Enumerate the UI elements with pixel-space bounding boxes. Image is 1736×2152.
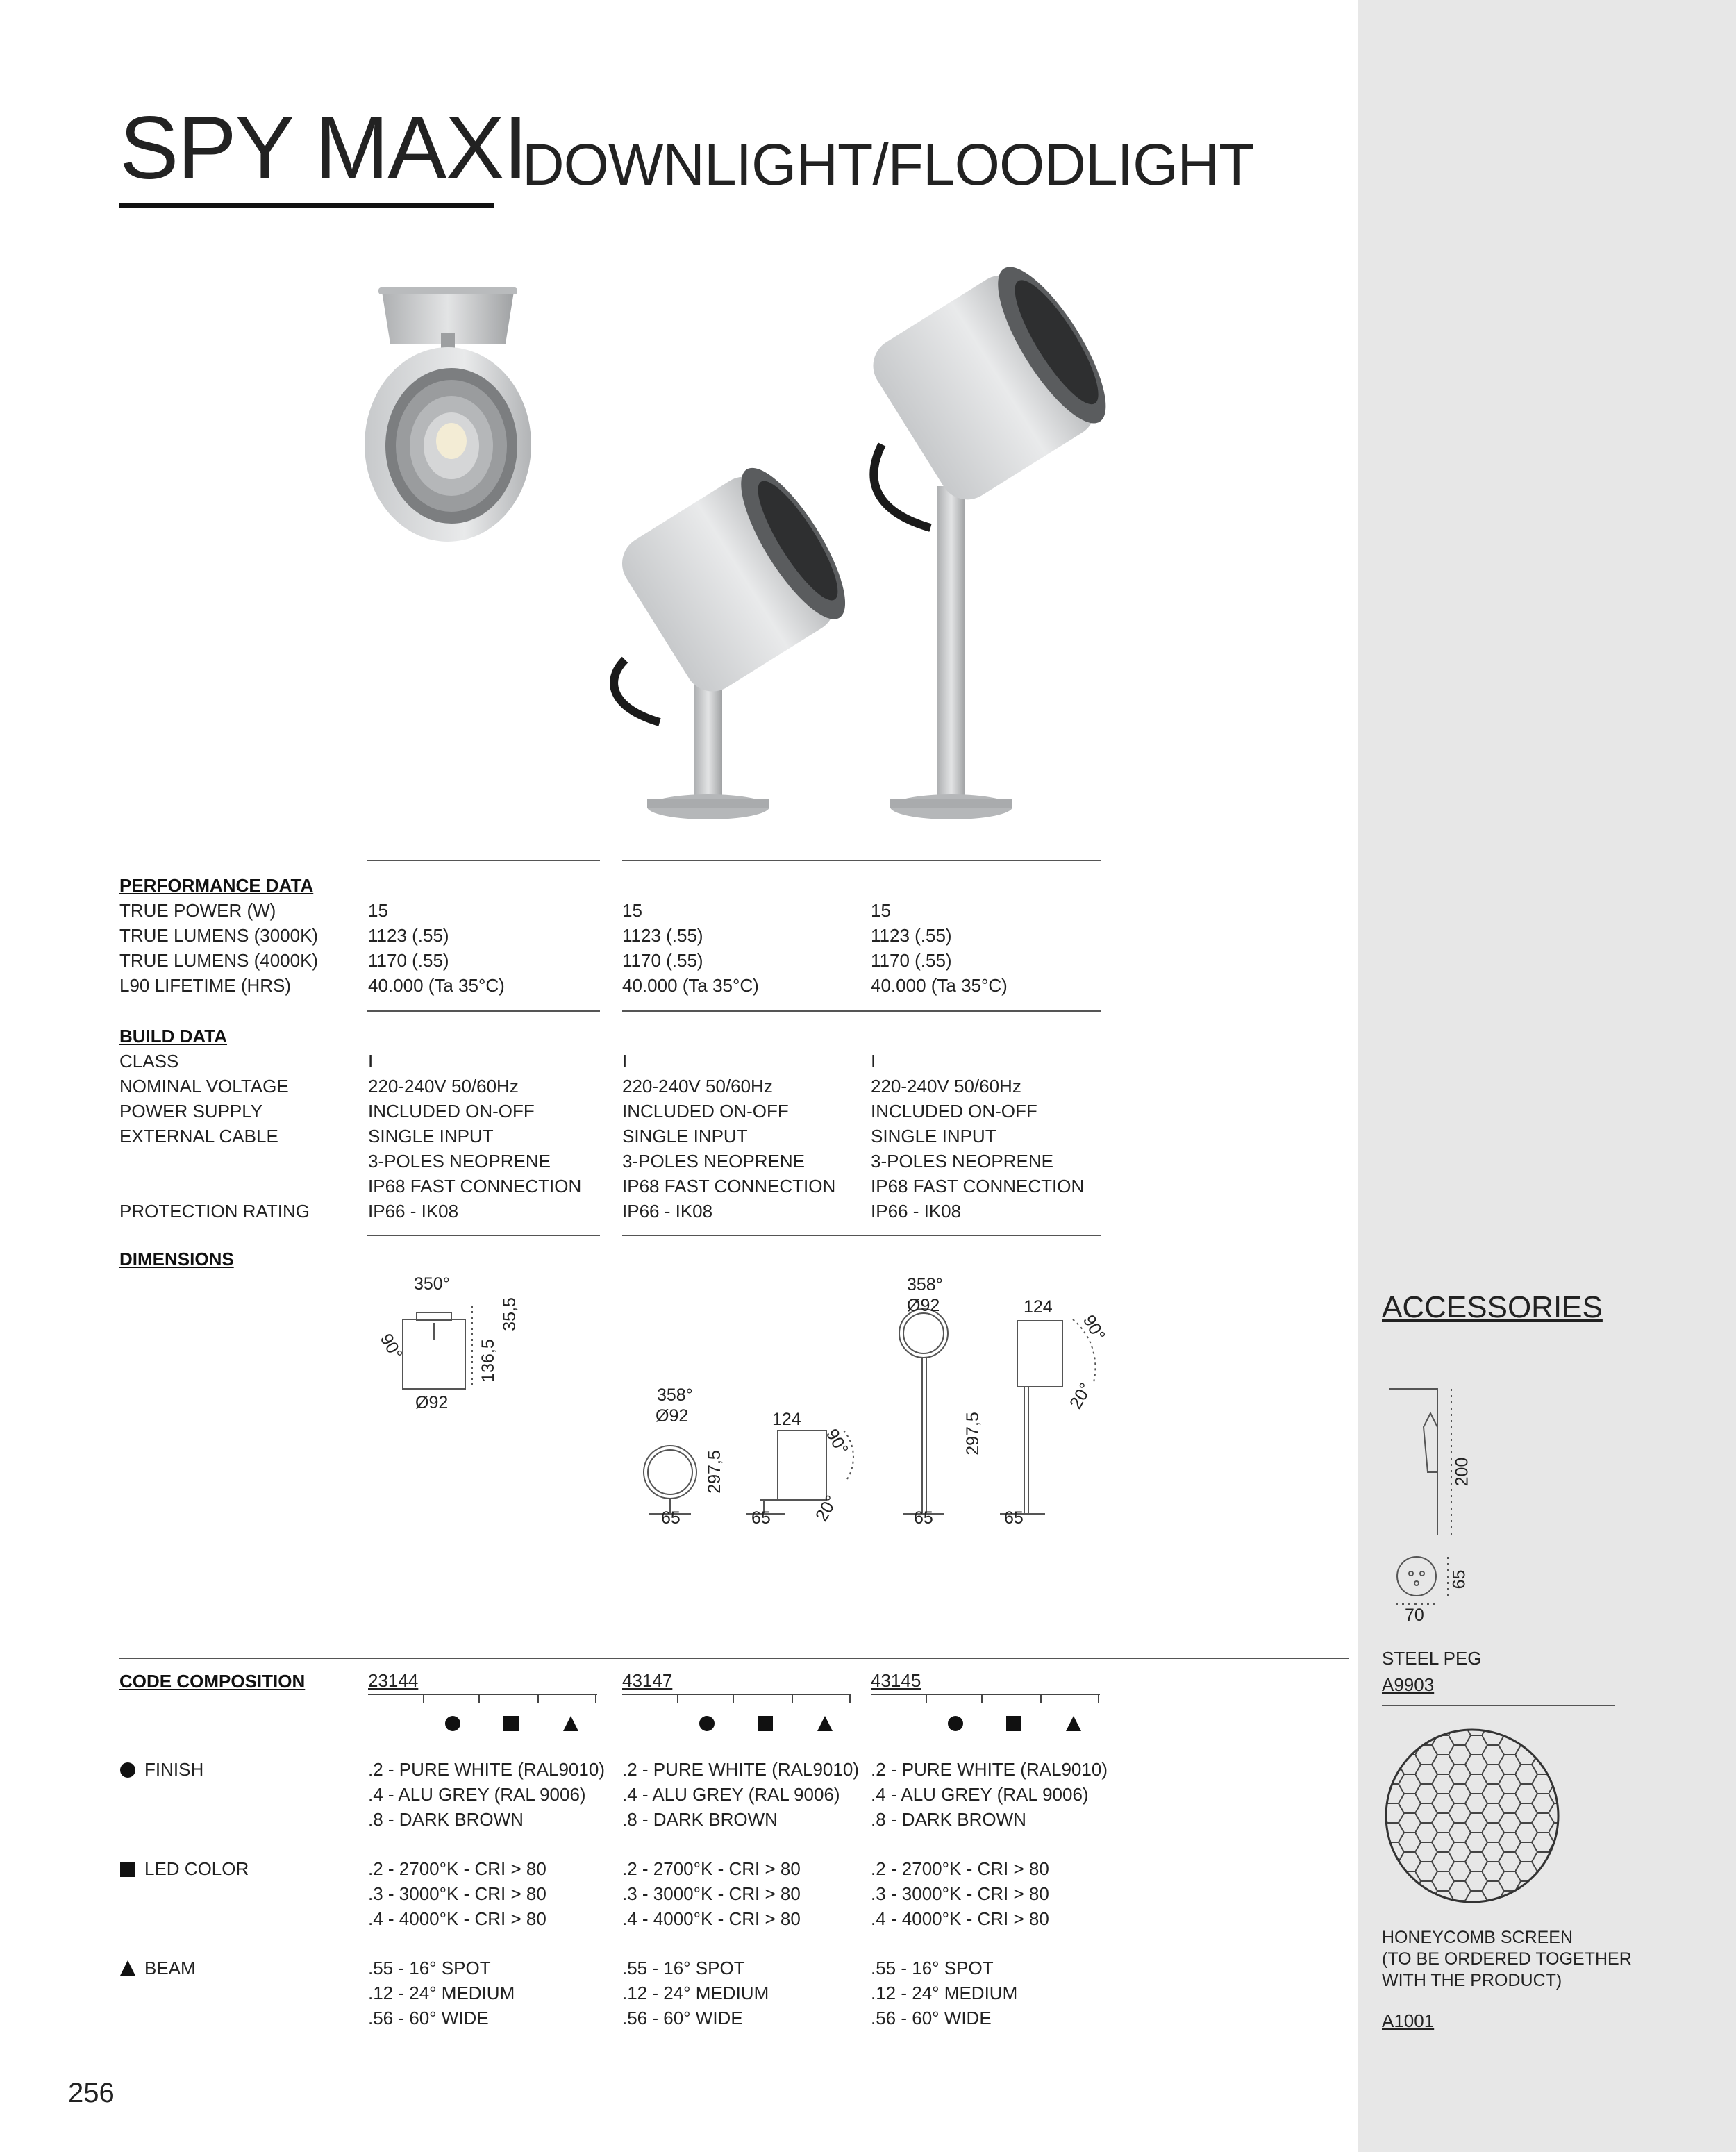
code-23144: 23144: [368, 1670, 419, 1691]
downlight-photo: [365, 287, 531, 542]
dim-label: 124: [772, 1410, 801, 1429]
peg-height-label: 200: [1452, 1457, 1472, 1487]
performance-col-1: 15 1123 (.55) 1170 (.55) 40.000 (Ta 35°C): [368, 900, 505, 996]
dim-label: Ø92: [415, 1393, 449, 1412]
dim-label: 90°: [821, 1425, 852, 1458]
build-labels: CLASS NOMINAL VOLTAGE POWER SUPPLY EXTERNAL CABLE PROTECTION RATING: [119, 1051, 310, 1221]
title-underline: [119, 203, 494, 208]
short-flood-front-circle: [644, 1446, 696, 1499]
dim-label: 297,5: [704, 1450, 724, 1494]
divider: [367, 1010, 600, 1012]
code-heading: CODE COMPOSITION: [119, 1671, 306, 1692]
product-subtitle: DOWNLIGHT/FLOODLIGHT: [522, 132, 1254, 197]
led-square-icon: [119, 1861, 136, 1878]
finish-col-3: .2 - PURE WHITE (RAL9010) .4 - ALU GREY (RAL 9006) .8 - DARK BROWN: [871, 1759, 1108, 1830]
build-col-1: I 220-240V 50/60Hz INCLUDED ON-OFF SINGLE INPUT 3-POLES NEOPRENE IP68 FAST CONNECTION IP66 - IK08: [368, 1051, 582, 1221]
code-43147: 43147: [622, 1670, 673, 1691]
build-col-2: I 220-240V 50/60Hz INCLUDED ON-OFF SINGLE INPUT 3-POLES NEOPRENE IP68 FAST CONNECTION IP66 - IK08: [622, 1051, 836, 1221]
dim-label: Ø92: [907, 1296, 940, 1315]
peg-code: A9903: [1382, 1674, 1435, 1695]
performance-heading: PERFORMANCE DATA: [119, 875, 314, 896]
led-label: LED COLOR: [144, 1858, 249, 1879]
accessories-title: ACCESSORIES: [1382, 1290, 1603, 1324]
tall-flood-front-circle: [899, 1309, 948, 1358]
honeycomb-screen-drawing: [1382, 1726, 1576, 1920]
divider: [367, 1235, 600, 1236]
dim-label: 136,5: [478, 1339, 498, 1383]
short-flood-side: [778, 1431, 826, 1500]
dim-label: 90°: [376, 1330, 406, 1363]
performance-labels: TRUE POWER (W) TRUE LUMENS (3000K) TRUE LUMENS (4000K) L90 LIFETIME (HRS): [119, 900, 319, 996]
code-schema: [0, 1687, 1180, 1743]
dim-label: 297,5: [962, 1412, 983, 1455]
divider: [622, 860, 1101, 861]
dim-label: 350°: [414, 1274, 450, 1294]
peg-name: STEEL PEG: [1382, 1648, 1482, 1669]
peg-width-label: 70: [1405, 1605, 1424, 1625]
dim-label: 20°: [811, 1492, 842, 1525]
build-col-3: I 220-240V 50/60Hz INCLUDED ON-OFF SINGLE INPUT 3-POLES NEOPRENE IP68 FAST CONNECTION IP66 - IK08: [871, 1051, 1085, 1221]
page-number: 256: [68, 2078, 115, 2108]
divider: [367, 860, 600, 861]
beam-triangle-icon: [119, 1960, 136, 1976]
dim-label: Ø92: [656, 1406, 689, 1426]
peg-depth-label: 65: [1449, 1569, 1469, 1590]
dim-label: 20°: [1065, 1379, 1096, 1412]
dim-label: 124: [1024, 1297, 1053, 1317]
divider: [1382, 1705, 1615, 1706]
performance-col-2: 15 1123 (.55) 1170 (.55) 40.000 (Ta 35°C): [622, 900, 759, 996]
screen-name: HONEYCOMB SCREEN (TO BE ORDERED TOGETHER WITH THE PRODUCT): [1382, 1928, 1632, 1990]
screen-code: A1001: [1382, 2010, 1435, 2031]
product-illustrations: [0, 264, 1180, 854]
divider: [622, 1010, 1101, 1012]
dim-label: 65: [914, 1508, 933, 1528]
dim-label: 65: [1004, 1508, 1024, 1528]
dim-label: 65: [751, 1508, 771, 1528]
divider: [119, 1658, 1349, 1659]
finish-col-2: .2 - PURE WHITE (RAL9010) .4 - ALU GREY (RAL 9006) .8 - DARK BROWN: [622, 1759, 859, 1830]
tall-flood-side: [1017, 1321, 1062, 1387]
dim-label: 35,5: [499, 1297, 519, 1331]
finish-col-1: .2 - PURE WHITE (RAL9010) .4 - ALU GREY (RAL 9006) .8 - DARK BROWN: [368, 1759, 605, 1830]
dim-label: 65: [661, 1508, 681, 1528]
finish-label: FINISH: [144, 1759, 204, 1780]
beam-col-2: .55 - 16° SPOT .12 - 24° MEDIUM .56 - 60° WIDE: [622, 1958, 769, 2028]
beam-label: BEAM: [144, 1958, 196, 1978]
dimension-drawings: [361, 1264, 1125, 1542]
beam-col-3: .55 - 16° SPOT .12 - 24° MEDIUM .56 - 60° WIDE: [871, 1958, 1018, 2028]
divider: [622, 1235, 1101, 1236]
dimensions-heading: DIMENSIONS: [119, 1249, 234, 1269]
short-floodlight-photo: [611, 455, 863, 819]
led-col-1: .2 - 2700°K - CRI > 80 .3 - 3000°K - CRI > 80 .4 - 4000°K - CRI > 80: [368, 1858, 546, 1929]
dim-label: 358°: [657, 1385, 693, 1405]
led-col-2: .2 - 2700°K - CRI > 80 .3 - 3000°K - CRI > 80 .4 - 4000°K - CRI > 80: [622, 1858, 801, 1929]
code-43145: 43145: [871, 1670, 921, 1691]
finish-circle-icon: [119, 1762, 136, 1778]
product-title: SPY MAXI: [119, 99, 527, 198]
build-heading: BUILD DATA: [119, 1026, 228, 1046]
dim-label: 358°: [907, 1275, 943, 1294]
performance-col-3: 15 1123 (.55) 1170 (.55) 40.000 (Ta 35°C): [871, 900, 1008, 996]
beam-col-1: .55 - 16° SPOT .12 - 24° MEDIUM .56 - 60° WIDE: [368, 1958, 515, 2028]
dim-label: 90°: [1078, 1311, 1109, 1344]
led-col-3: .2 - 2700°K - CRI > 80 .3 - 3000°K - CRI > 80 .4 - 4000°K - CRI > 80: [871, 1858, 1049, 1929]
tall-floodlight-photo: [862, 264, 1124, 819]
